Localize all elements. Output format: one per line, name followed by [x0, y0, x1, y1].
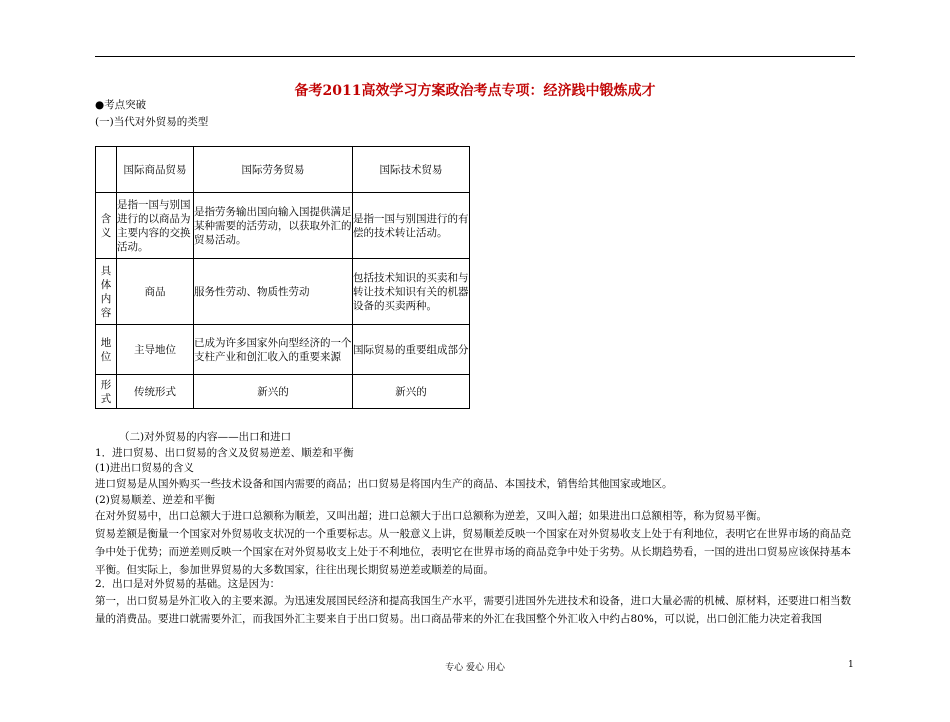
page-footer: 专心 爱心 用心: [445, 663, 505, 673]
table-cell: 是指一国与别国进行的有偿的技术转让活动。: [353, 193, 470, 259]
table-cell: 服务性劳动、物质性劳动: [194, 259, 353, 325]
table-cell: 新兴的: [194, 375, 353, 409]
table-cell: 新兴的: [353, 375, 470, 409]
table-cell: 已成为许多国家外向型经济的一个支柱产业和创汇收入的重要来源: [194, 325, 353, 375]
document-title: 备考2011高效学习方案政治考点专项：经济践中锻炼成才: [294, 83, 656, 99]
sub1-text: 进口贸易是从国外购买一些技术设备和国内需要的商品；出口贸易是将国内生产的商品、本国技术，销售给其他国家或地区。: [95, 478, 673, 490]
row-label-content: 具体内容: [96, 259, 117, 325]
trade-types-table: [95, 146, 470, 409]
table-header-cell: 国际劳务贸易: [194, 147, 353, 193]
item2-text: 第一，出口贸易是外汇收入的主要来源。为迅速发展国民经济和提高我国生产水平，需要引进国外先进技术和设备，进口大量必需的机械、原材料，还要进口相当数量的消费品。要进口就需要外汇，而我国外汇主要来自于出口贸易。出口商品带来的外汇在我国整个外汇收入中约占80%，可以说，出口创汇能力决定着我国: [95, 595, 851, 625]
table-row: [96, 193, 470, 259]
table-row: [96, 259, 470, 325]
table-cell: 是指劳务输出国向输入国提供满足某种需要的活劳动，以获取外汇的贸易活动。: [194, 193, 353, 259]
table-cell: 商品: [117, 259, 194, 325]
table-cell: 是指一国与别国进行的以商品为主要内容的交换活动。: [117, 193, 194, 259]
table-header-cell: 国际商品贸易: [117, 147, 194, 193]
table-corner-cell: [96, 147, 117, 193]
row-label-meaning: 含义: [96, 193, 117, 259]
part2-heading: （二)对外贸易的内容——出口和进口: [119, 431, 292, 443]
sub2-text1: 在对外贸易中，出口总额大于进口总额称为顺差，又叫出超；进口总额大于出口总额称为逆差，又叫入超；如果进出口总额相等，称为贸易平衡。: [95, 510, 767, 522]
table-cell: 包括技术知识的买卖和与转让技术知识有关的机器设备的买卖两种。: [353, 259, 470, 325]
table-row: [96, 375, 470, 409]
table-cell: 主导地位: [117, 325, 194, 375]
table-cell: 国际贸易的重要组成部分: [353, 325, 470, 375]
section-heading: ●考点突破: [95, 99, 147, 111]
sub2-text2: 贸易差额是衡量一个国家对外贸易收支状况的一个重要标志。从一般意义上讲，贸易顺差反映一个国家在对外贸易收支上处于有利地位，表明它在世界市场的商品竞争中处于优势；而逆差则反映一个国家在对外贸易收支上处于不利地位，表明它在世界市场的商品竞争中处于劣势。从长期趋势看，一国的进出口贸易应该保持基本平衡。但实际上，参加世界贸易的大多数国家，往往出现长期贸易逆差或顺差的局面。: [95, 528, 851, 576]
row-label-form: 形式: [96, 375, 117, 409]
item1-heading: 1．进口贸易、出口贸易的含义及贸易逆差、顺差和平衡: [95, 447, 354, 459]
sub1-heading: (1)进出口贸易的含义: [95, 462, 194, 474]
table-header-row: [96, 147, 470, 193]
part1-heading: (一)当代对外贸易的类型: [95, 116, 209, 128]
sub2-heading: (2)贸易顺差、逆差和平衡: [95, 494, 215, 506]
page-number: 1: [848, 660, 854, 670]
table-cell: 传统形式: [117, 375, 194, 409]
item2-heading: 2．出口是对外贸易的基础。这是因为：: [95, 578, 281, 590]
header-rule: [95, 56, 855, 57]
table-row: [96, 325, 470, 375]
row-label-status: 地位: [96, 325, 117, 375]
table-header-cell: 国际技术贸易: [353, 147, 470, 193]
